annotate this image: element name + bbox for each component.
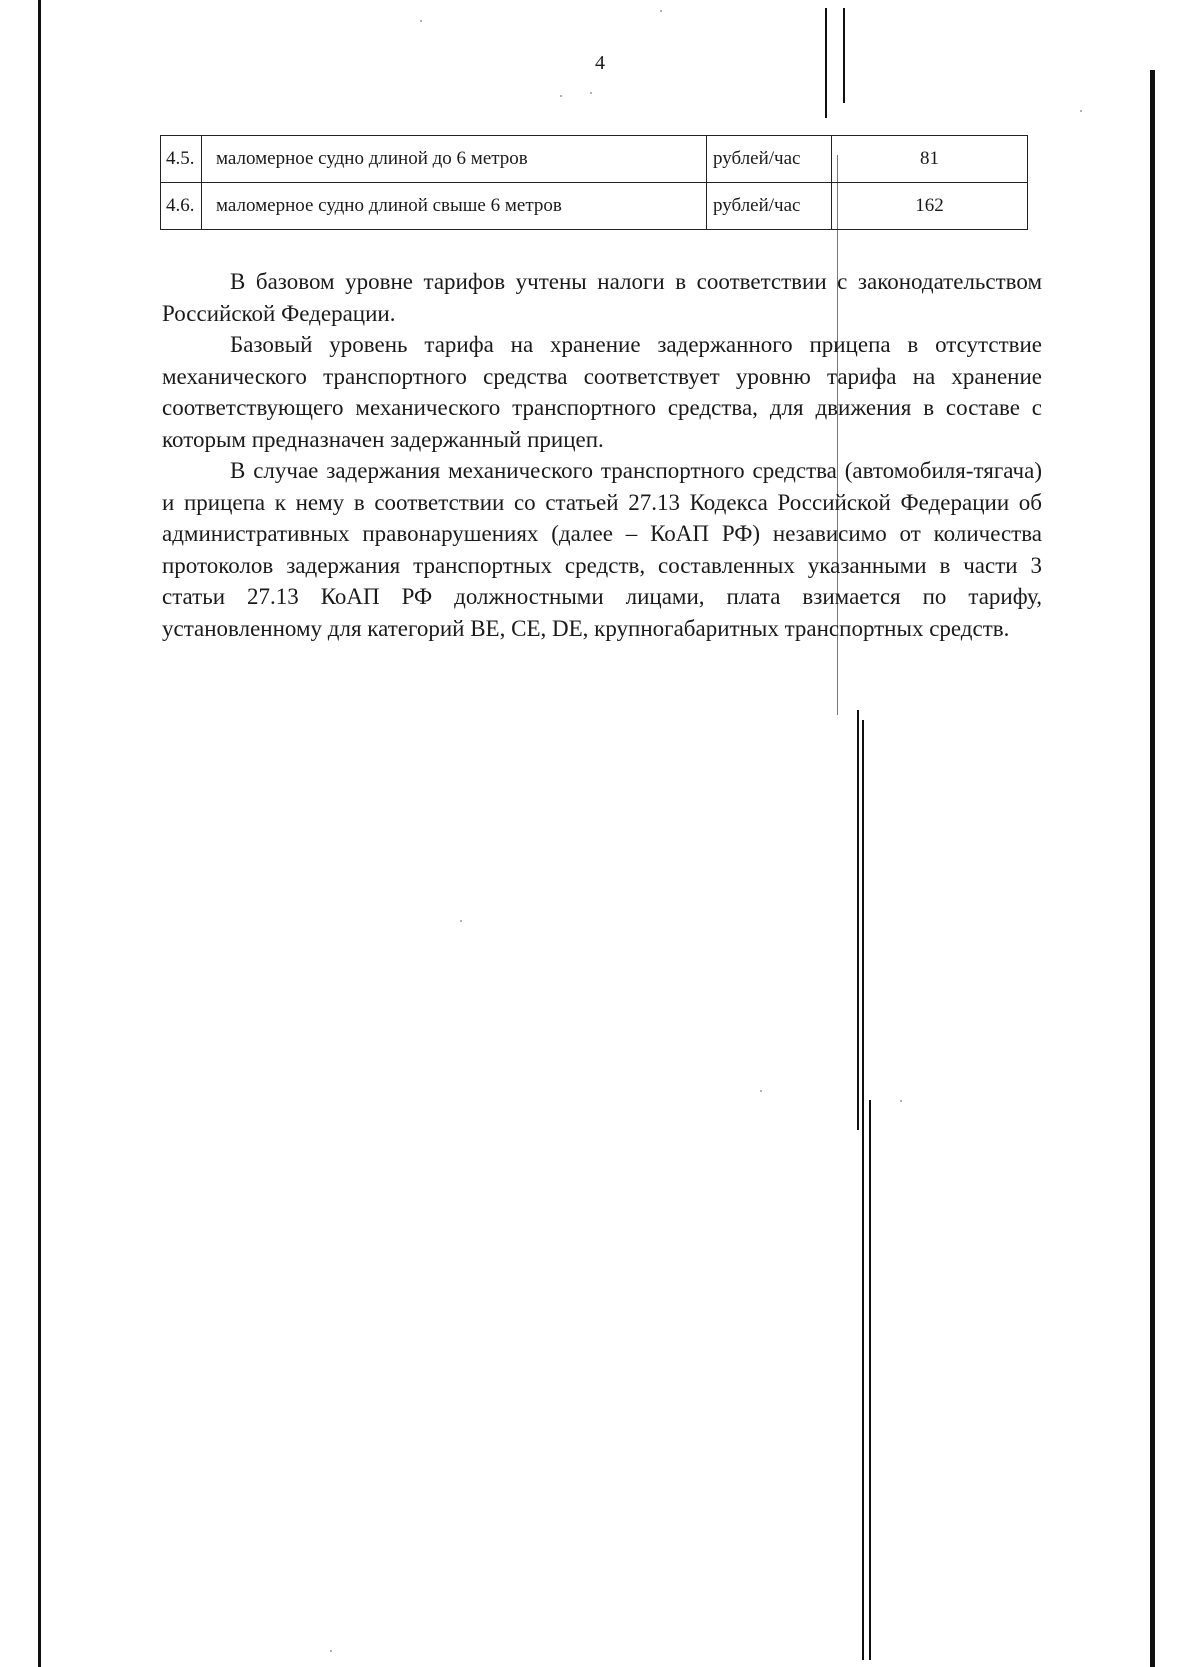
scan-speckle (560, 95, 562, 97)
scan-speckle (900, 1100, 902, 1102)
body-text (162, 266, 1042, 644)
scan-border-right (1150, 70, 1155, 1667)
scan-speckle (420, 20, 422, 22)
scan-artifact-line (862, 720, 864, 1660)
scan-speckle (330, 1650, 332, 1652)
page-number: 4 (595, 52, 605, 74)
scan-speckle (460, 920, 462, 922)
scan-artifact-line (825, 8, 827, 118)
paragraph-trailer-tariff: Базовый уровень тарифа на хранение задержанного прицепа в отсутствие механического транспортного средства соответствует уровню тарифа на хранение соответствующего механического транспортного средства, для движения в составе с которым предназначен задержанный прицеп. (162, 332, 1042, 452)
scan-speckle (760, 1090, 762, 1092)
scan-border-left (38, 0, 41, 1667)
tariff-table (160, 135, 1028, 230)
scan-speckle (590, 92, 592, 94)
row-unit: рублей/час (707, 136, 832, 183)
scan-artifact-line (843, 8, 845, 103)
row-value: 162 (832, 183, 1028, 230)
row-name: маломерное судно длиной свыше 6 метров (202, 183, 707, 230)
paragraph-taxes: В базовом уровне тарифов учтены налоги в соответствии с законодательством Российской Федерации. (162, 269, 1042, 326)
table-row (161, 136, 1028, 183)
table-row (161, 183, 1028, 230)
scan-speckle (1080, 110, 1082, 112)
row-value: 81 (832, 136, 1028, 183)
scan-artifact-line (857, 710, 859, 1130)
row-name: маломерное судно длиной до 6 метров (202, 136, 707, 183)
paragraph-detention-case: В случае задержания механического транспортного средства (автомобиля-тягача) и прицепа к нему в соответствии со статьей 27.13 Кодекса Российской Федерации об административных правонарушениях (далее – КоАП РФ) независимо от количества протоколов задержания транспортных средств, составленных указанными в части 3 статьи 27.13 КоАП РФ должностными лицами, плата взимается по тарифу, установленному для категорий BE, CE, DE, крупногабаритных транспортных средств. (162, 458, 1042, 641)
scan-speckle (660, 10, 662, 12)
row-unit: рублей/час (707, 183, 832, 230)
scan-artifact-line (869, 1100, 871, 1660)
row-number: 4.5. (161, 136, 202, 183)
row-number: 4.6. (161, 183, 202, 230)
